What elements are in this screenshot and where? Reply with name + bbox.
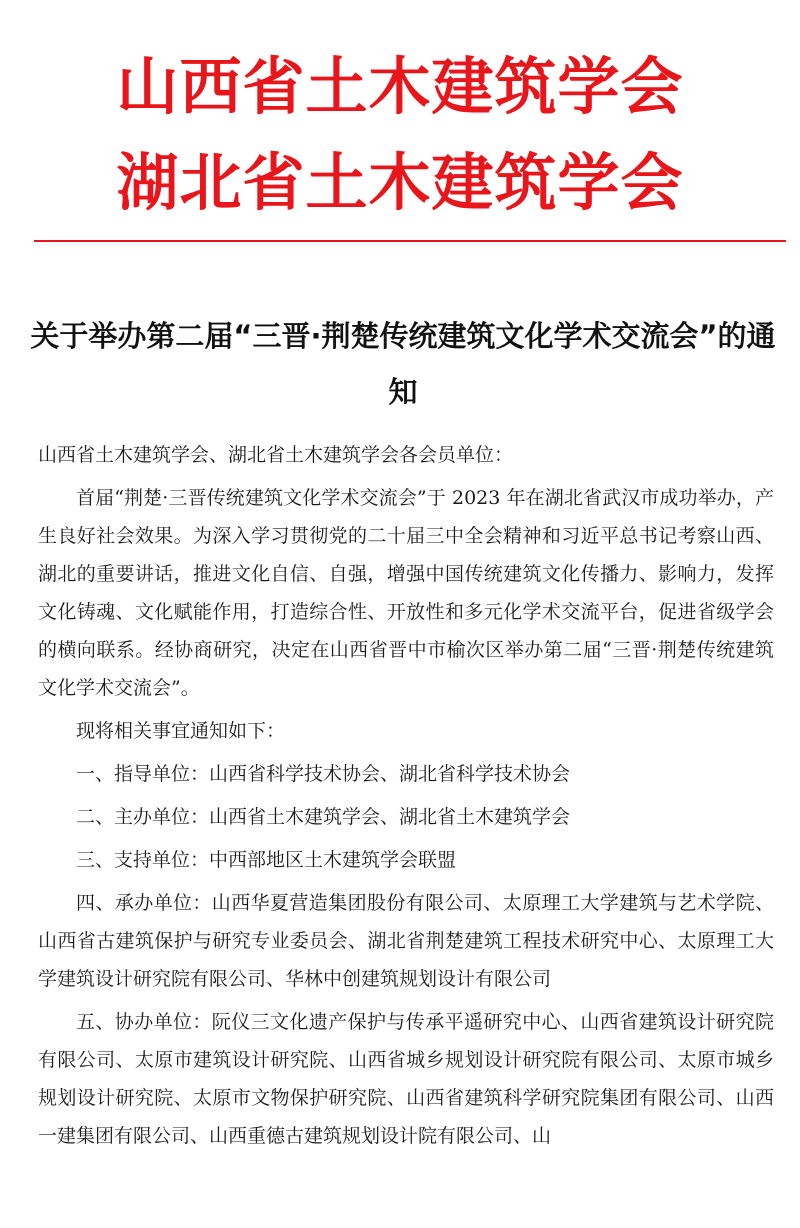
- item-co-organizing-units: 五、协办单位：阮仪三文化遗产保护与传承平遥研究中心、山西省建筑设计研究院有限公司、太原市建筑设计研究院、山西省城乡规划设计研究院有限公司、太原市城乡规划设计研究院、太原市文物保护研究院、山西省建筑科学研究院集团有限公司、山西一建集团有限公司、山西重德古建筑规划设计院有限公司、山: [38, 1011, 774, 1147]
- paragraph-intro: 现将相关事宜通知如下：: [76, 720, 286, 742]
- item-supporting-units: 三、支持单位：中西部地区土木建筑学会联盟: [76, 849, 457, 871]
- salutation: 山西省土木建筑学会、湖北省土木建筑学会各会员单位：: [38, 444, 514, 466]
- item-host-units: 二、主办单位：山西省土木建筑学会、湖北省土木建筑学会: [76, 806, 571, 828]
- item-organizing-units: 四、承办单位：山西华夏营造集团股份有限公司、太原理工大学建筑与艺术学院、山西省古建筑保护与研究专业委员会、湖北省荆楚建筑工程技术研究中心、太原理工大学建筑设计研究院有限公司、华林中创建筑规划设计有限公司: [38, 892, 774, 990]
- org-title-shanxi: 山西省土木建筑学会: [116, 50, 684, 123]
- paragraph-background: 首届“荆楚·三晋传统建筑文化学术交流会”于 2023 年在湖北省武汉市成功举办，产生良好社会效果。为深入学习贯彻党的二十届三中全会精神和习近平总书记考察山西、湖北的重要讲话，推进文化自信、自强，增强中国传统建筑文化传播力、影响力，发挥文化铸魂、文化赋能作用，打造综合性、开放性和多元化学术交流平台，促进省级学会的横向联系。经协商研究，决定在山西省晋中市榆次区举办第二届“三晋·荆楚传统建筑文化学术交流会”。: [38, 487, 774, 699]
- item-guiding-units: 一、指导单位：山西省科学技术协会、湖北省科学技术协会: [76, 763, 571, 785]
- notice-body: [38, 436, 774, 1160]
- notice-title: 关于举办第二届“三晋·荆楚传统建筑文化学术交流会”的通知: [30, 319, 776, 409]
- red-divider-rule: [34, 240, 786, 242]
- org-title-hubei: 湖北省土木建筑学会: [116, 146, 684, 219]
